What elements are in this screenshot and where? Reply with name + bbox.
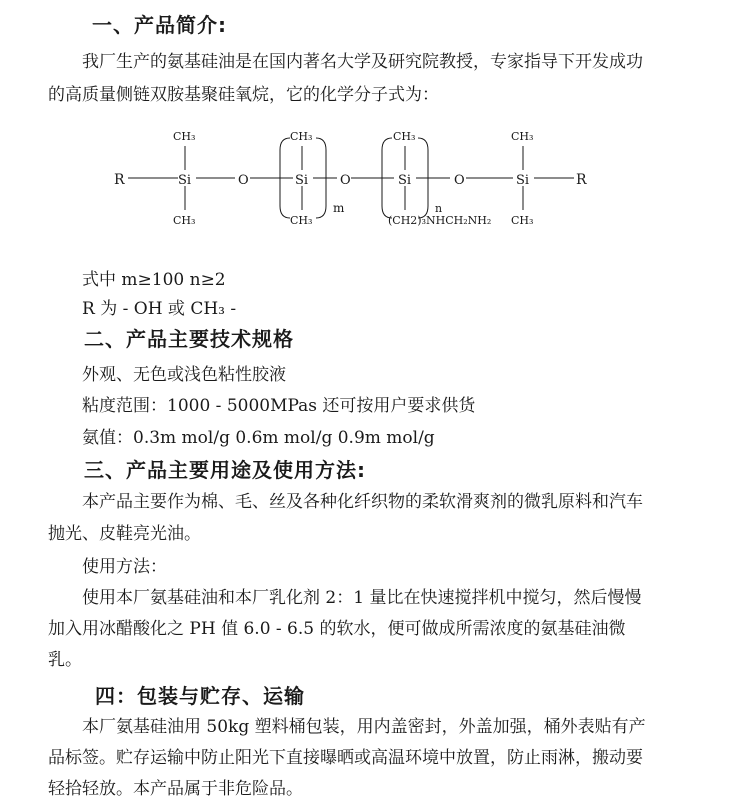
formula-o-1: O	[238, 173, 249, 188]
section4-title: 四：包装与贮存、运输	[95, 684, 305, 708]
formula-n: n	[435, 202, 443, 215]
formula-si-3: Si	[398, 173, 412, 188]
section4-paragraph-line3: 轻拾轻放。本产品属于非危险品。	[48, 779, 303, 799]
section4-paragraph-line1: 本厂氨基硅油用 50kg 塑料桶包装，用内盖密封，外盖加强，桶外表贴有产	[82, 717, 646, 737]
formula-ch3-top-1: CH₃	[173, 130, 196, 143]
formula-ch3-top-2: CH₃	[290, 130, 313, 143]
formula-o-2: O	[340, 173, 351, 188]
usage-method-line2: 加入用冰醋酸化之 PH 值 6.0 - 6.5 的软水，便可做成所需浓度的氨基硅油微	[48, 619, 626, 639]
formula-r-left: R	[114, 172, 125, 188]
spec-viscosity: 粘度范围：1000 - 5000MPas 还可按用户要求供货	[82, 396, 476, 416]
section1-paragraph-line2: 的高质量侧链双胺基聚硅氧烷，它的化学分子式为：	[48, 85, 439, 105]
formula-si-1: Si	[178, 173, 192, 188]
formula-ch3-bottom-1: CH₃	[173, 214, 196, 227]
usage-method-line1: 使用本厂氨基硅油和本厂乳化剂 2：1 量比在快速搅拌机中搅匀，然后慢慢	[82, 588, 642, 608]
section3-paragraph-line1: 本产品主要作为棉、毛、丝及各种化纤织物的柔软滑爽剂的微乳原料和汽车	[82, 492, 643, 512]
section3-paragraph-line2: 抛光、皮鞋亮光油。	[48, 524, 201, 544]
spec-ammonia-value: 氨值：0.3m mol/g 0.6m mol/g 0.9m mol/g	[82, 428, 435, 448]
formula-ch3-bottom-2: CH₃	[290, 214, 313, 227]
formula-amine-group: (CH2)₃NHCH₂NH₂	[388, 214, 492, 227]
formula-r-right: R	[576, 172, 587, 188]
section4-paragraph-line2: 品标签。贮存运输中防止阳光下直接曝晒或高温环境中放置，防止雨淋，搬动要	[48, 748, 643, 768]
formula-si-4: Si	[516, 173, 530, 188]
usage-method-line3: 乳。	[48, 650, 82, 670]
spec-appearance: 外观、无色或浅色粘性胶液	[82, 365, 286, 385]
formula-params-r: R 为 - OH 或 CH₃ -	[82, 299, 237, 319]
chemical-formula	[100, 110, 600, 245]
formula-ch3-bottom-4: CH₃	[511, 214, 534, 227]
formula-o-3: O	[454, 173, 465, 188]
section1-title: 一、产品简介:	[92, 13, 227, 37]
formula-m: m	[333, 201, 345, 215]
section2-title: 二、产品主要技术规格	[84, 327, 294, 351]
formula-ch3-top-3: CH₃	[393, 130, 416, 143]
formula-ch3-top-4: CH₃	[511, 130, 534, 143]
section3-title: 三、产品主要用途及使用方法:	[84, 458, 366, 482]
formula-si-2: Si	[295, 173, 309, 188]
section1-paragraph-line1: 我厂生产的氨基硅油是在国内著名大学及研究院教授，专家指导下开发成功	[82, 52, 643, 72]
usage-method-label: 使用方法：	[82, 557, 167, 577]
formula-params-mn: 式中 m≥100 n≥2	[82, 270, 226, 290]
